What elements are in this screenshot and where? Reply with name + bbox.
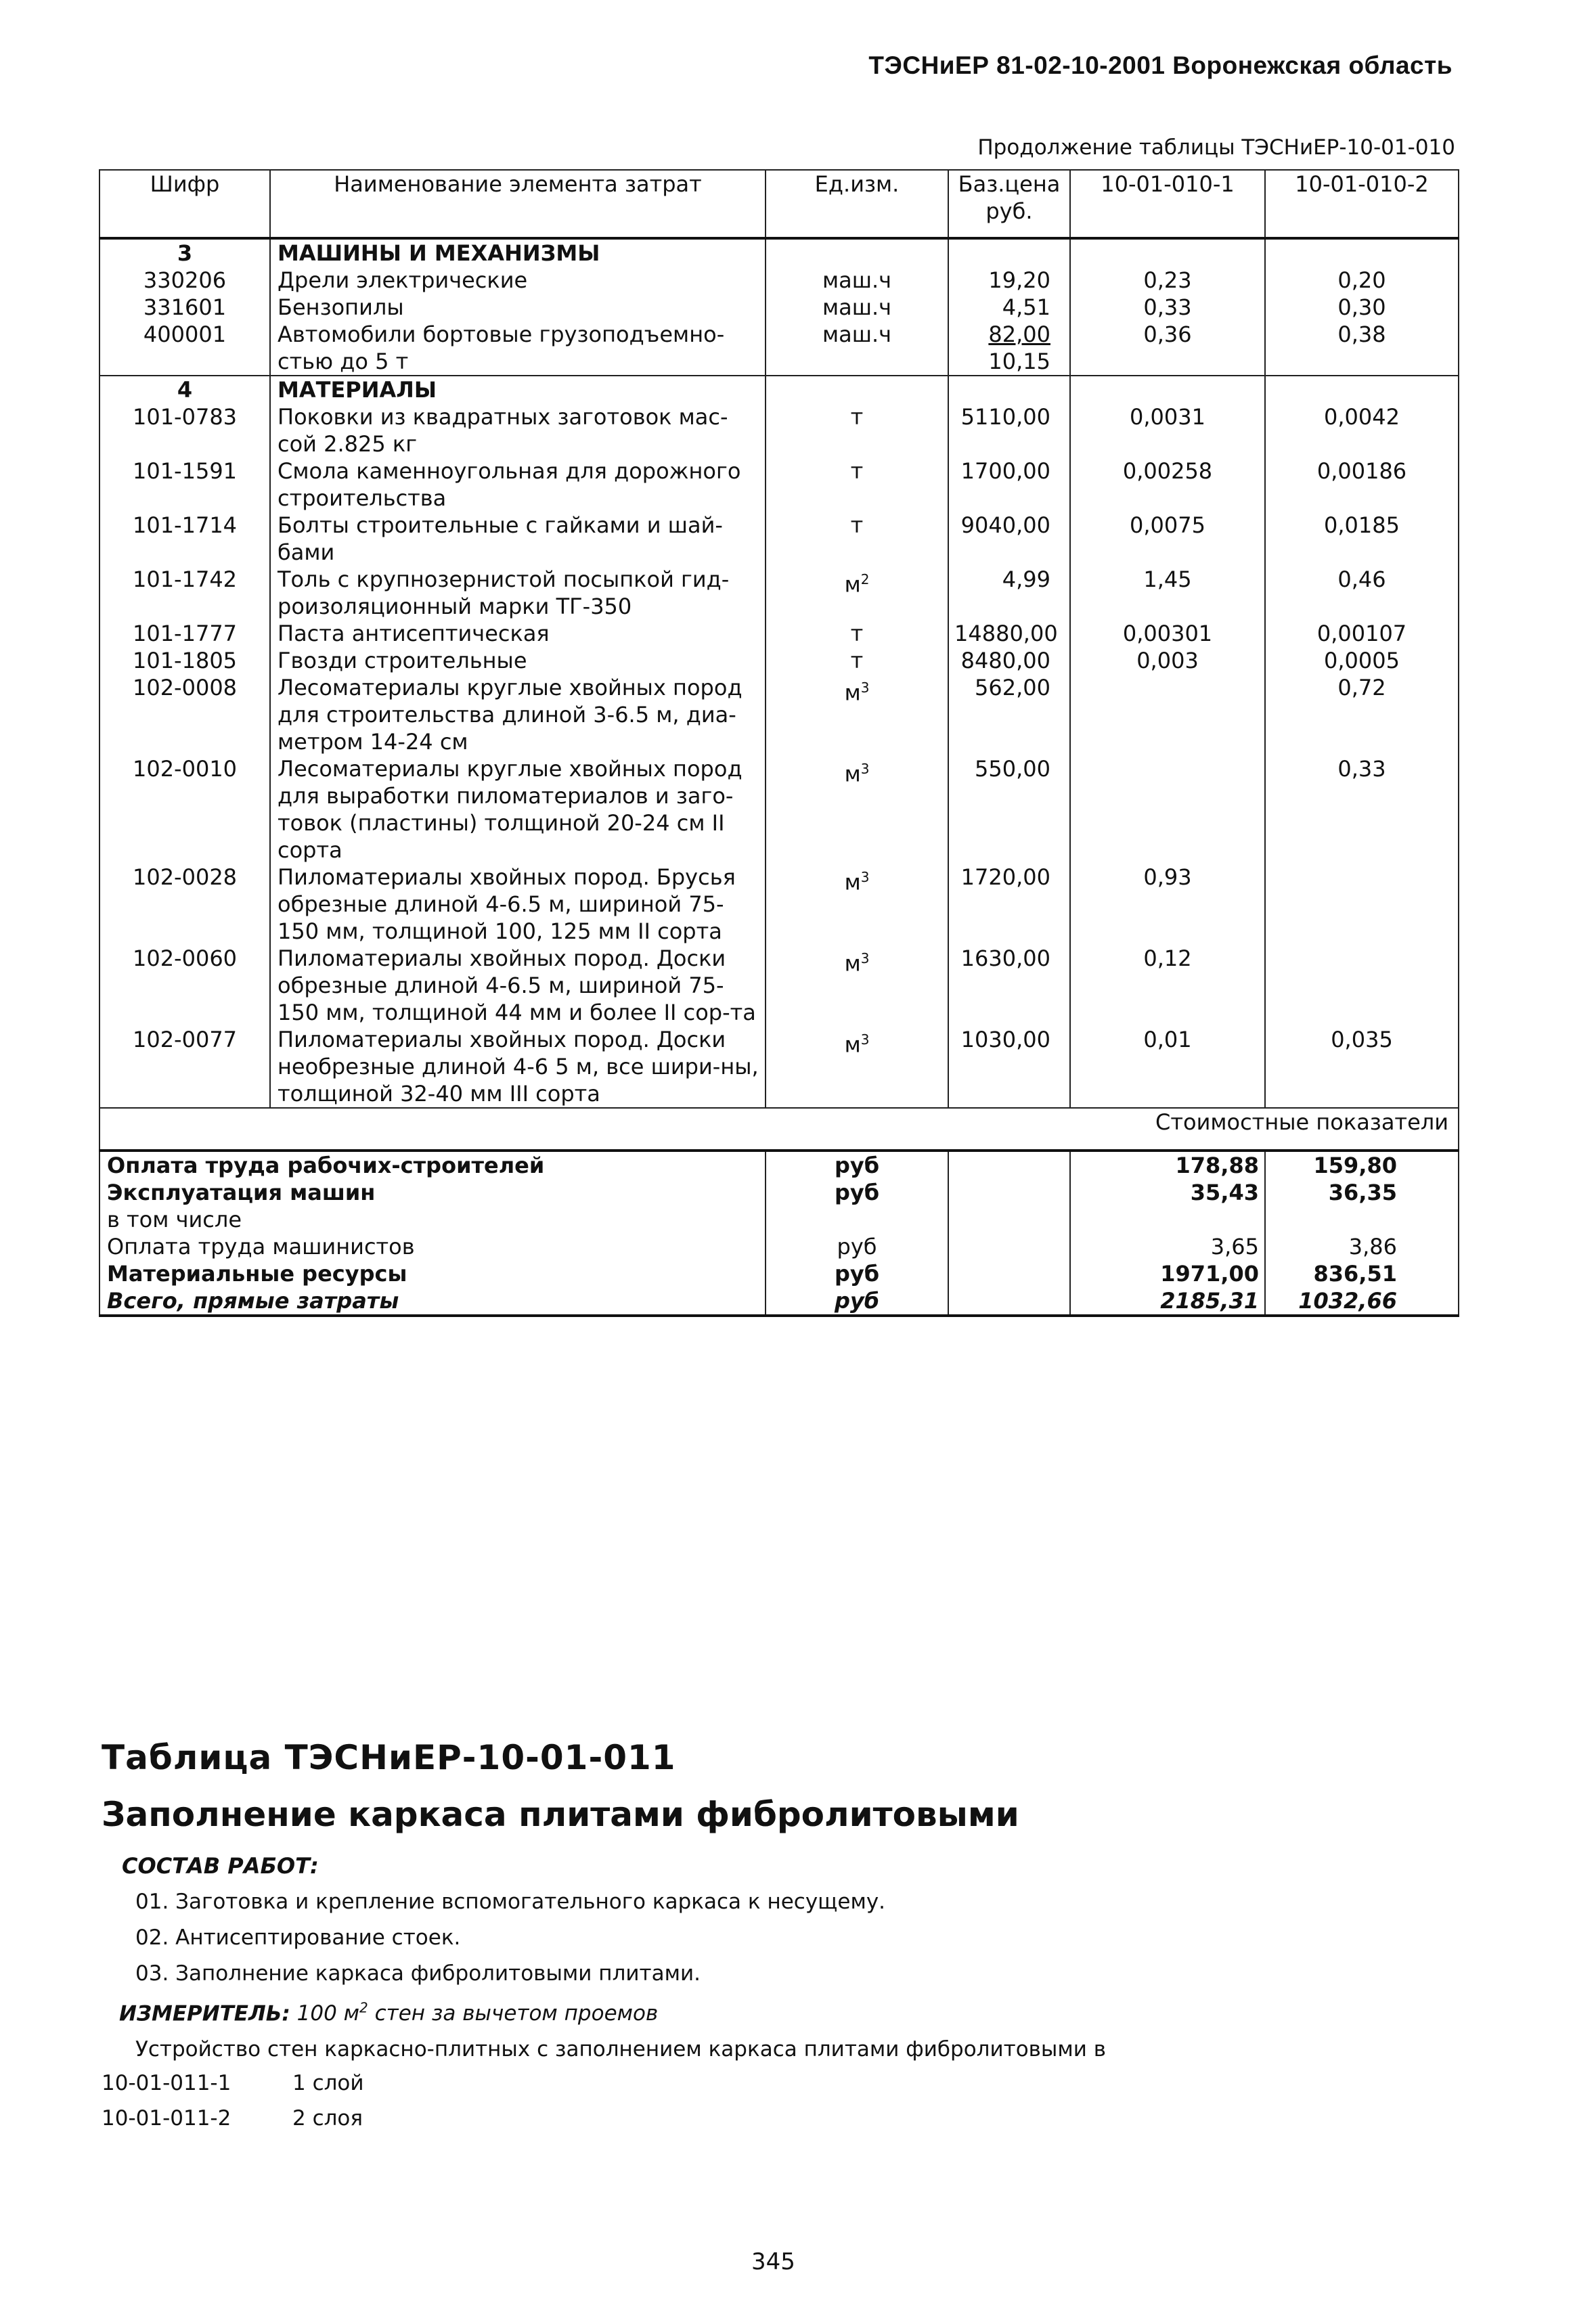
- cost-unit: руб: [766, 1179, 948, 1206]
- cost-unit: [766, 1206, 948, 1233]
- base-price: 550,00: [948, 755, 1070, 864]
- cost-value-2: [1265, 1206, 1459, 1233]
- value-variant-1: 0,00301: [1070, 620, 1265, 647]
- cost-value-1: 2185,31: [1070, 1287, 1265, 1316]
- resource-name: Дрели электрические: [270, 267, 766, 294]
- resource-code: 101-1714: [132, 512, 238, 538]
- cost-value-1: 35,43: [1070, 1179, 1265, 1206]
- resource-unit: $м^3$: [766, 864, 948, 945]
- value-variant-1: 0,0075: [1070, 512, 1265, 566]
- table-row: [99, 864, 1459, 945]
- value-variant-2: 0,00107: [1265, 620, 1459, 647]
- composition-label: СОСТАВ РАБОТ:: [122, 1853, 319, 1879]
- value-variant-2: [1265, 945, 1459, 1026]
- table-header-row: [99, 170, 1459, 238]
- base-price: 9040,00: [948, 512, 1070, 566]
- variant-code: 10-01-011-2: [102, 2106, 231, 2131]
- variant-code: 10-01-011-1: [102, 2071, 231, 2095]
- resource-code: 400001: [143, 321, 227, 347]
- resource-name: Лесоматериалы круглые хвойных пород для строительства длиной 3-6.5 м, диа-метром 14-24 см: [270, 674, 766, 755]
- section-row: [99, 238, 1459, 267]
- resource-unit: $м^3$: [766, 674, 948, 755]
- resource-name: Пиломатериалы хвойных пород. Доски обрезные длиной 4-6.5 м, шириной 75-150 мм, толщиной 44 мм и более II сор-та: [270, 945, 766, 1026]
- cell-empty: [766, 238, 948, 267]
- base-price: 1030,00: [948, 1026, 1070, 1108]
- value-variant-1: [1070, 755, 1265, 864]
- cell-empty: [948, 1260, 1070, 1287]
- resource-name: Паста антисептическая: [270, 620, 766, 647]
- cost-value-1: [1070, 1206, 1265, 1233]
- meter-value: 100 $м^2$ стен за вычетом проемов: [296, 2000, 659, 2026]
- cell-empty: [948, 1287, 1070, 1316]
- resource-code: 102-0028: [132, 864, 238, 890]
- cost-name: в том числе: [107, 1207, 242, 1232]
- cost-name: Оплата труда рабочих-строителей: [107, 1153, 545, 1178]
- resource-name: Лесоматериалы круглые хвойных пород для выработки пиломатериалов и заго-товок (пластины) толщиной 20-24 см II сорта: [270, 755, 766, 864]
- base-price: 14880,00: [948, 620, 1070, 647]
- cost-value-2: 159,80: [1265, 1151, 1459, 1179]
- value-variant-1: 0,003: [1070, 647, 1265, 674]
- value-variant-2: 0,0005: [1265, 647, 1459, 674]
- cell-empty: [1265, 376, 1459, 403]
- base-price: 1700,00: [948, 458, 1070, 512]
- resource-name: Пиломатериалы хвойных пород. Брусья обрезные длиной 4-6.5 м, шириной 75-150 мм, толщиной 100, 125 мм II сорта: [270, 864, 766, 945]
- resource-code: 102-0077: [132, 1027, 238, 1052]
- resource-name: Толь с крупнозернистой посыпкой гид-роизоляционный марки ТГ-350: [270, 566, 766, 620]
- resource-code: 331601: [143, 294, 227, 320]
- cost-row: [99, 1233, 1459, 1260]
- cost-row: [99, 1179, 1459, 1206]
- value-variant-2: 0,30: [1265, 294, 1459, 321]
- col-header-variant-1: 10-01-010-1: [1070, 170, 1265, 238]
- cost-value-2: 836,51: [1265, 1260, 1459, 1287]
- value-variant-2: 0,20: [1265, 267, 1459, 294]
- base-price: 4,51: [948, 294, 1070, 321]
- table-row: [99, 294, 1459, 321]
- table-row: [99, 512, 1459, 566]
- value-variant-2: 0,46: [1265, 566, 1459, 620]
- base-price: 4,99: [948, 566, 1070, 620]
- table-row: [99, 566, 1459, 620]
- base-price: 19,20: [948, 267, 1070, 294]
- meter-line: [119, 2000, 658, 2026]
- col-header-variant-2: 10-01-010-2: [1265, 170, 1459, 238]
- value-variant-2: 0,0185: [1265, 512, 1459, 566]
- section-title: МАТЕРИАЛЫ: [270, 376, 766, 403]
- cell-empty: [948, 1179, 1070, 1206]
- resource-code: 330206: [143, 267, 227, 293]
- base-price: 1720,00: [948, 864, 1070, 945]
- meter-label: ИЗМЕРИТЕЛЬ:: [119, 2001, 290, 2026]
- value-variant-1: 0,00258: [1070, 458, 1265, 512]
- variant-name: 1 слой: [292, 2071, 364, 2095]
- resource-code: 102-0008: [132, 675, 238, 700]
- document-header: ТЭСНиЕР 81-02-10-2001 Воронежская область: [868, 51, 1453, 79]
- work-item: 02. Антисептирование стоек.: [135, 1925, 461, 1950]
- value-variant-2: 0,38: [1265, 321, 1459, 376]
- cost-header-label: Стоимостные показатели: [1070, 1108, 1459, 1151]
- cell-empty: [948, 1206, 1070, 1233]
- resource-unit: $м^3$: [766, 1026, 948, 1108]
- next-table-title: Таблица ТЭСНиЕР-10-01-011: [102, 1738, 676, 1777]
- resource-name: Бензопилы: [270, 294, 766, 321]
- cost-row: [99, 1260, 1459, 1287]
- cell-empty: [948, 376, 1070, 403]
- value-variant-2: [1265, 864, 1459, 945]
- table-row: [99, 755, 1459, 864]
- resource-unit: т: [766, 458, 948, 512]
- cost-value-2: 1032,66: [1265, 1287, 1459, 1316]
- col-header-price: Баз.цена руб.: [948, 170, 1070, 238]
- resource-unit: маш.ч: [766, 267, 948, 294]
- resource-unit: т: [766, 403, 948, 458]
- page-number: 345: [751, 2248, 795, 2275]
- resource-code: 101-1742: [132, 566, 238, 592]
- cell-empty: [948, 1233, 1070, 1260]
- cost-name: Эксплуатация машин: [107, 1180, 376, 1205]
- cost-unit: руб: [766, 1260, 948, 1287]
- table-row: [99, 458, 1459, 512]
- resource-code: 101-0783: [132, 404, 238, 430]
- continuation-caption: Продолжение таблицы ТЭСНиЕР-10-01-010: [977, 135, 1455, 160]
- cost-name: Материальные ресурсы: [107, 1261, 407, 1287]
- value-variant-1: [1070, 674, 1265, 755]
- resource-unit: т: [766, 647, 948, 674]
- resource-name: Поковки из квадратных заготовок мас-сой 2.825 кг: [270, 403, 766, 458]
- table-row: [99, 620, 1459, 647]
- value-variant-2: 0,00186: [1265, 458, 1459, 512]
- resource-code: 101-1805: [132, 648, 238, 673]
- cost-row: [99, 1151, 1459, 1179]
- cost-value-1: 3,65: [1070, 1233, 1265, 1260]
- base-price: 562,00: [948, 674, 1070, 755]
- cost-value-2: 36,35: [1265, 1179, 1459, 1206]
- base-price: 82,00 10,15: [948, 321, 1070, 376]
- base-price: 8480,00: [948, 647, 1070, 674]
- cost-unit: руб: [766, 1151, 948, 1179]
- table-row: [99, 1026, 1459, 1108]
- resource-name: Автомобили бортовые грузоподъемно-стью до 5 т: [270, 321, 766, 376]
- value-variant-1: 0,0031: [1070, 403, 1265, 458]
- value-variant-1: 0,93: [1070, 864, 1265, 945]
- resource-name: Пиломатериалы хвойных пород. Доски необрезные длиной 4-6 5 м, все шири-ны, толщиной 32-40 мм III сорта: [270, 1026, 766, 1108]
- cell-empty: [99, 1108, 1070, 1151]
- table-row: [99, 674, 1459, 755]
- value-variant-1: 0,01: [1070, 1026, 1265, 1108]
- cost-row: [99, 1287, 1459, 1316]
- value-variant-2: 0,72: [1265, 674, 1459, 755]
- value-variant-1: 1,45: [1070, 566, 1265, 620]
- value-variant-2: 0,035: [1265, 1026, 1459, 1108]
- section-row: [99, 376, 1459, 403]
- resource-unit: т: [766, 512, 948, 566]
- cell-empty: [948, 1151, 1070, 1179]
- cell-empty: [1265, 238, 1459, 267]
- resource-name: Смола каменноугольная для дорожного строительства: [270, 458, 766, 512]
- cost-unit: руб: [766, 1287, 948, 1316]
- cell-empty: [1070, 238, 1265, 267]
- cost-value-1: 1971,00: [1070, 1260, 1265, 1287]
- table-row: [99, 647, 1459, 674]
- value-variant-1: 0,33: [1070, 294, 1265, 321]
- col-header-unit: Ед.изм.: [766, 170, 948, 238]
- value-variant-2: 0,0042: [1265, 403, 1459, 458]
- col-header-name: Наименование элемента затрат: [270, 170, 766, 238]
- cost-name: Всего, прямые затраты: [99, 1287, 766, 1316]
- value-variant-2: 0,33: [1265, 755, 1459, 864]
- value-variant-1: 0,12: [1070, 945, 1265, 1026]
- resource-unit: $м^3$: [766, 945, 948, 1026]
- cost-value-2: 3,86: [1265, 1233, 1459, 1260]
- cell-empty: [766, 376, 948, 403]
- resource-name: Гвозди строительные: [270, 647, 766, 674]
- cost-name: Оплата труда машинистов: [107, 1234, 415, 1260]
- resource-code: 101-1777: [132, 621, 238, 646]
- cost-value-1: 178,88: [1070, 1151, 1265, 1179]
- resource-unit: $м^2$: [766, 566, 948, 620]
- section-title: МАШИНЫ И МЕХАНИЗМЫ: [270, 238, 766, 267]
- value-variant-1: 0,36: [1070, 321, 1265, 376]
- section-code: 4: [99, 376, 270, 403]
- table-row: [99, 321, 1459, 376]
- base-price: 5110,00: [948, 403, 1070, 458]
- col-header-code: Шифр: [99, 170, 270, 238]
- resource-code: 101-1591: [132, 458, 238, 484]
- cost-unit: руб: [766, 1233, 948, 1260]
- resource-unit: маш.ч: [766, 294, 948, 321]
- cost-row: [99, 1206, 1459, 1233]
- resource-unit: $м^3$: [766, 755, 948, 864]
- resources-table: [99, 169, 1459, 1317]
- base-price: 1630,00: [948, 945, 1070, 1026]
- resource-unit: т: [766, 620, 948, 647]
- resource-unit: маш.ч: [766, 321, 948, 376]
- value-variant-1: 0,23: [1070, 267, 1265, 294]
- resource-code: 102-0060: [132, 945, 238, 971]
- cell-empty: [1070, 376, 1265, 403]
- cost-header-row: [99, 1108, 1459, 1151]
- table-row: [99, 945, 1459, 1026]
- next-table-subtitle: Заполнение каркаса плитами фибролитовыми: [102, 1795, 1019, 1834]
- table-row: [99, 267, 1459, 294]
- section-code: 3: [177, 240, 193, 266]
- resource-code: 102-0010: [132, 756, 238, 782]
- resource-name: Болты строительные с гайками и шай-бами: [270, 512, 766, 566]
- work-item: 03. Заполнение каркаса фибролитовыми плитами.: [135, 1961, 701, 1986]
- variant-name: 2 слоя: [292, 2106, 363, 2131]
- variant-description: Устройство стен каркасно-плитных с заполнением каркаса плитами фибролитовыми в: [135, 2037, 1107, 2061]
- cell-empty: [948, 238, 1070, 267]
- work-item: 01. Заготовка и крепление вспомогательного каркаса к несущему.: [135, 1890, 886, 1914]
- table-row: [99, 403, 1459, 458]
